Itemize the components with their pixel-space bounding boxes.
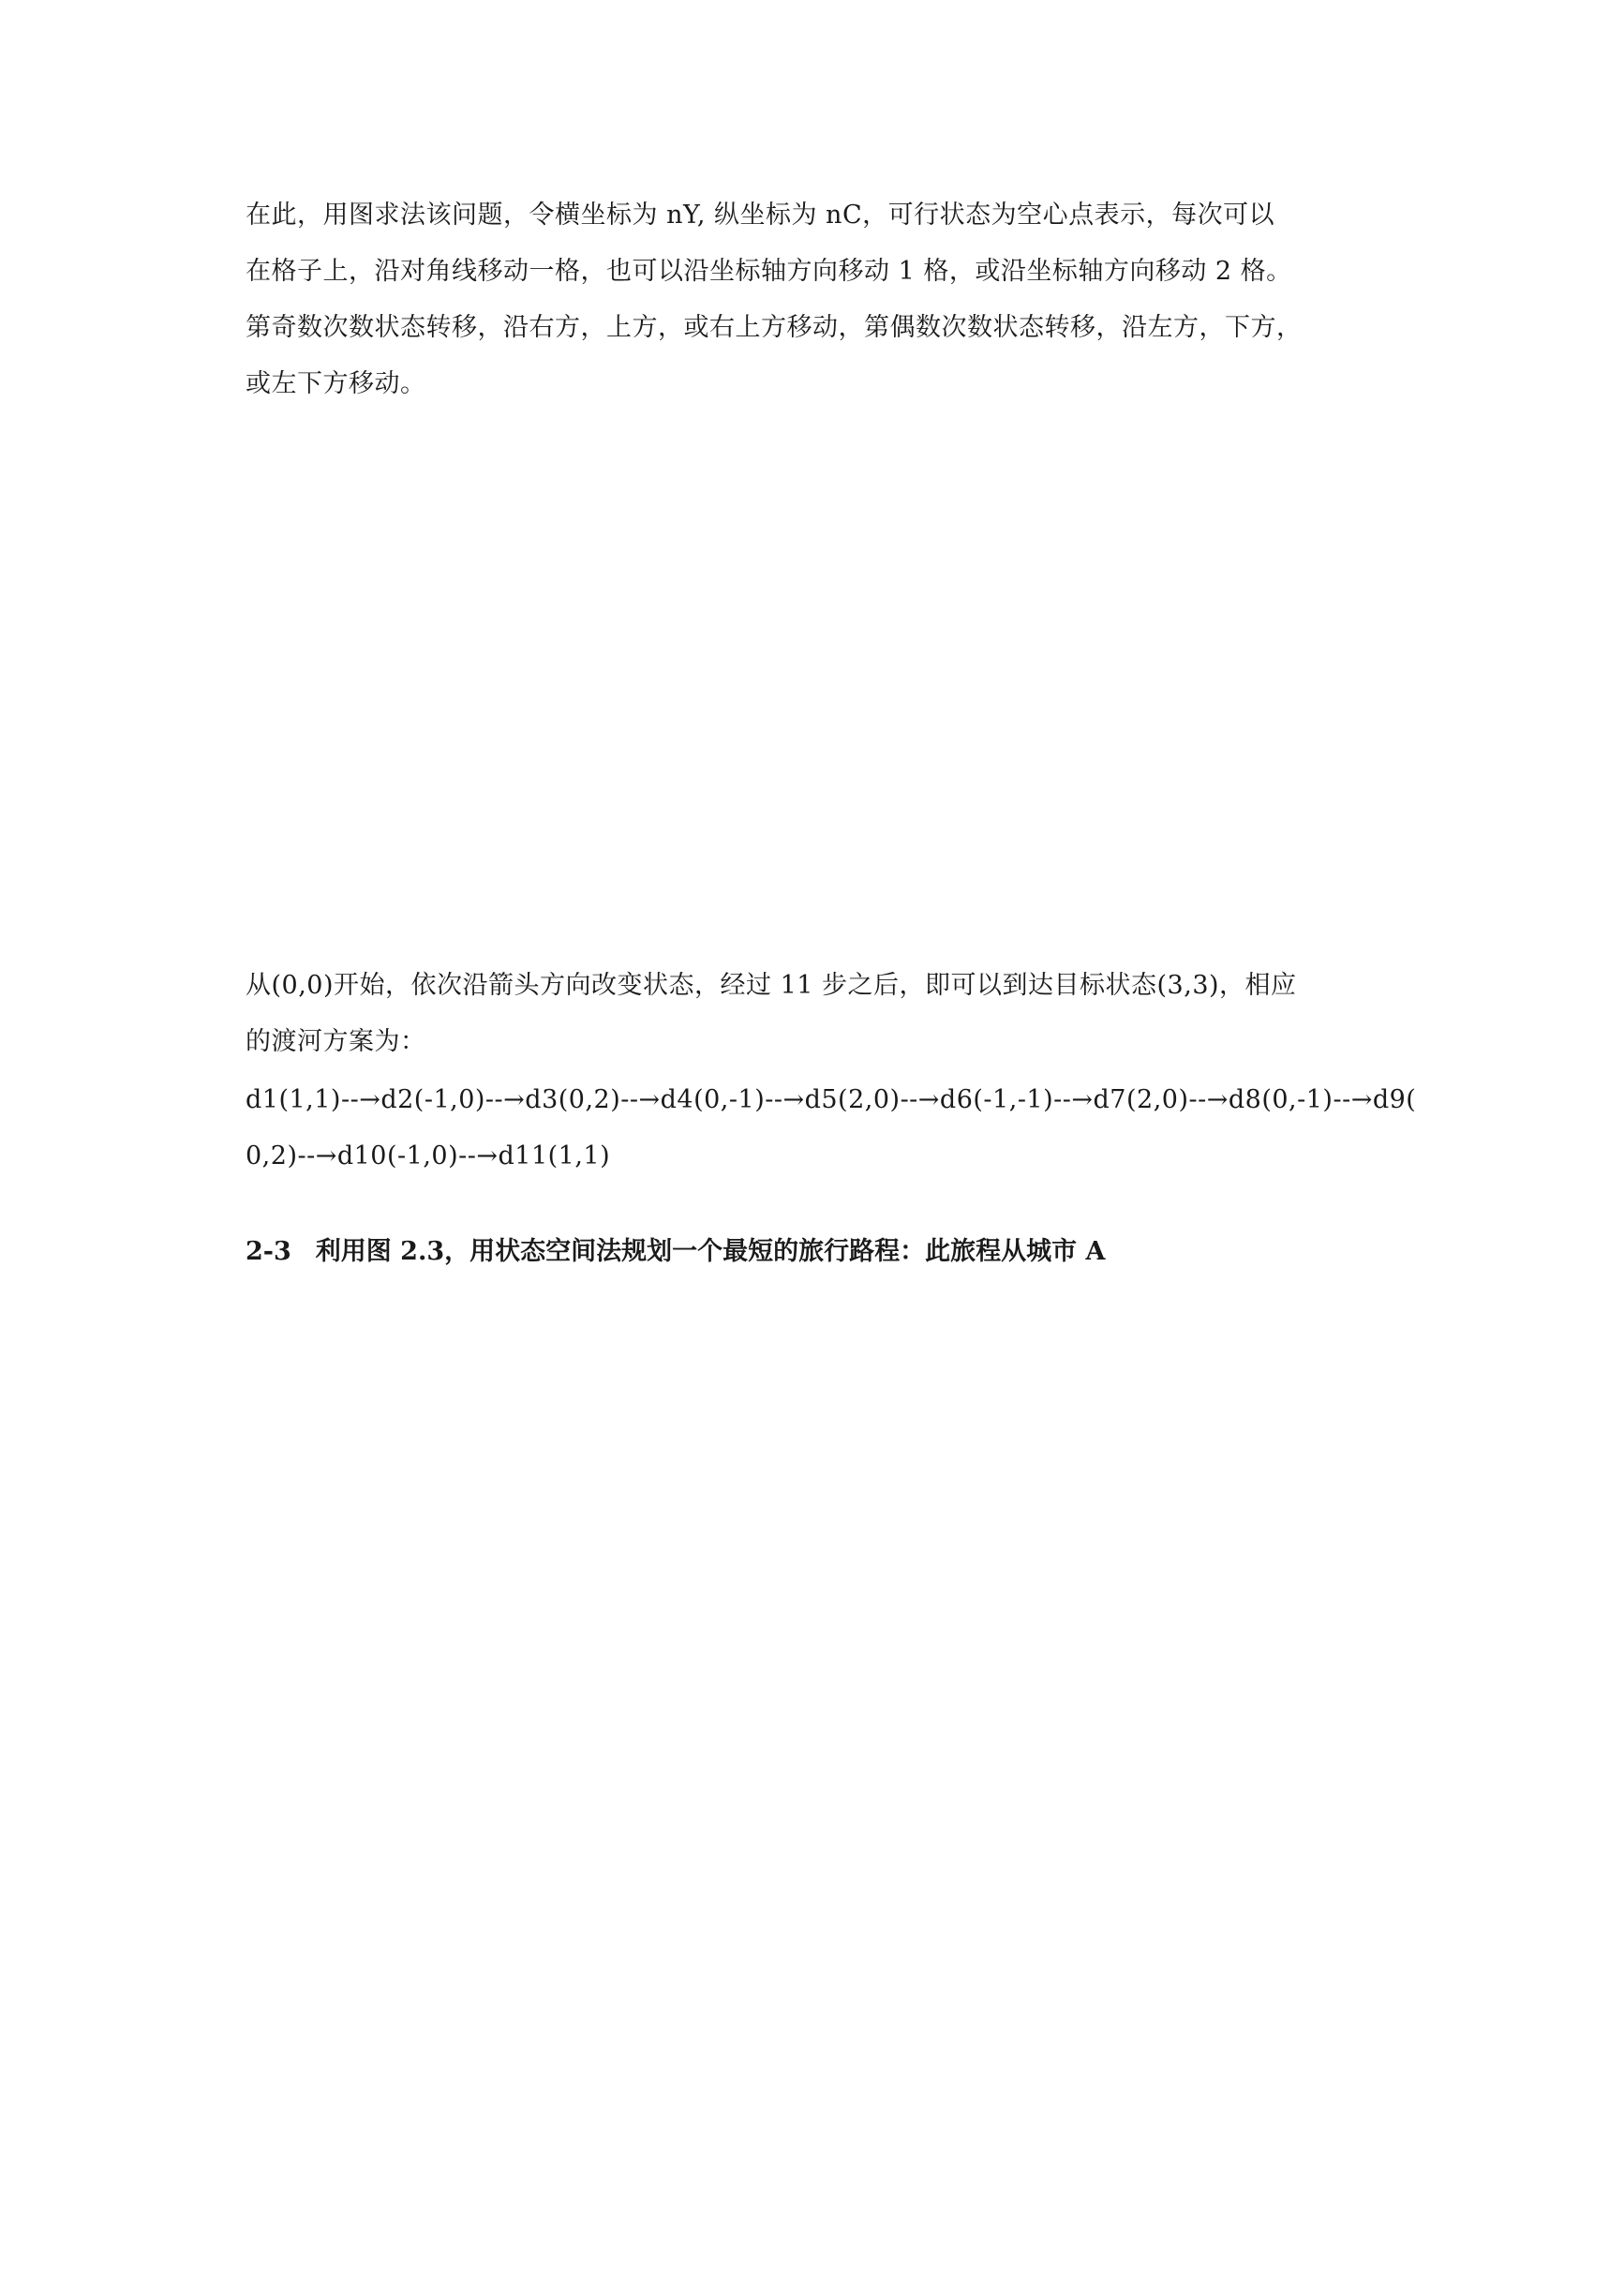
question-number: 2-3 <box>246 1237 291 1266</box>
paragraph1-line-3: 第奇数次数状态转移，沿右方，上方，或右上方移动，第偶数次数状态转移，沿左方，下方， <box>246 313 1303 342</box>
paragraph1-line-1: 在此，用图求法该问题，令横坐标为 nY, 纵坐标为 nC，可行状态为空心点表示，每次可以 <box>246 201 1275 230</box>
paragraph2-line-2: 的渡河方案为： <box>246 1027 426 1056</box>
question-text: 利用图 2.3，用状态空间法规划一个最短的旅行路程：此旅程从城市 A <box>315 1237 1106 1266</box>
paragraph1-line-2: 在格子上，沿对角线移动一格，也可以沿坐标轴方向移动 1 格，或沿坐标轴方向移动 2 格。 <box>246 257 1292 286</box>
question-heading <box>246 1235 1106 1269</box>
sequence-line-1: d1(1,1)--→d2(-1,0)--→d3(0,2)--→d4(0,-1)--→d5(2,0)--→d6(-1,-1)--→d7(2,0)--→d8(0,-1)--→d9( <box>246 1085 1417 1114</box>
paragraph1-line-4: 或左下方移动。 <box>246 369 426 398</box>
paragraph2-line-1: 从(0,0)开始，依次沿箭头方向改变状态，经过 11 步之后，即可以到达目标状态(3,3)，相应 <box>246 971 1297 1000</box>
sequence-line-2: 0,2)--→d10(-1,0)--→d11(1,1) <box>246 1141 611 1170</box>
